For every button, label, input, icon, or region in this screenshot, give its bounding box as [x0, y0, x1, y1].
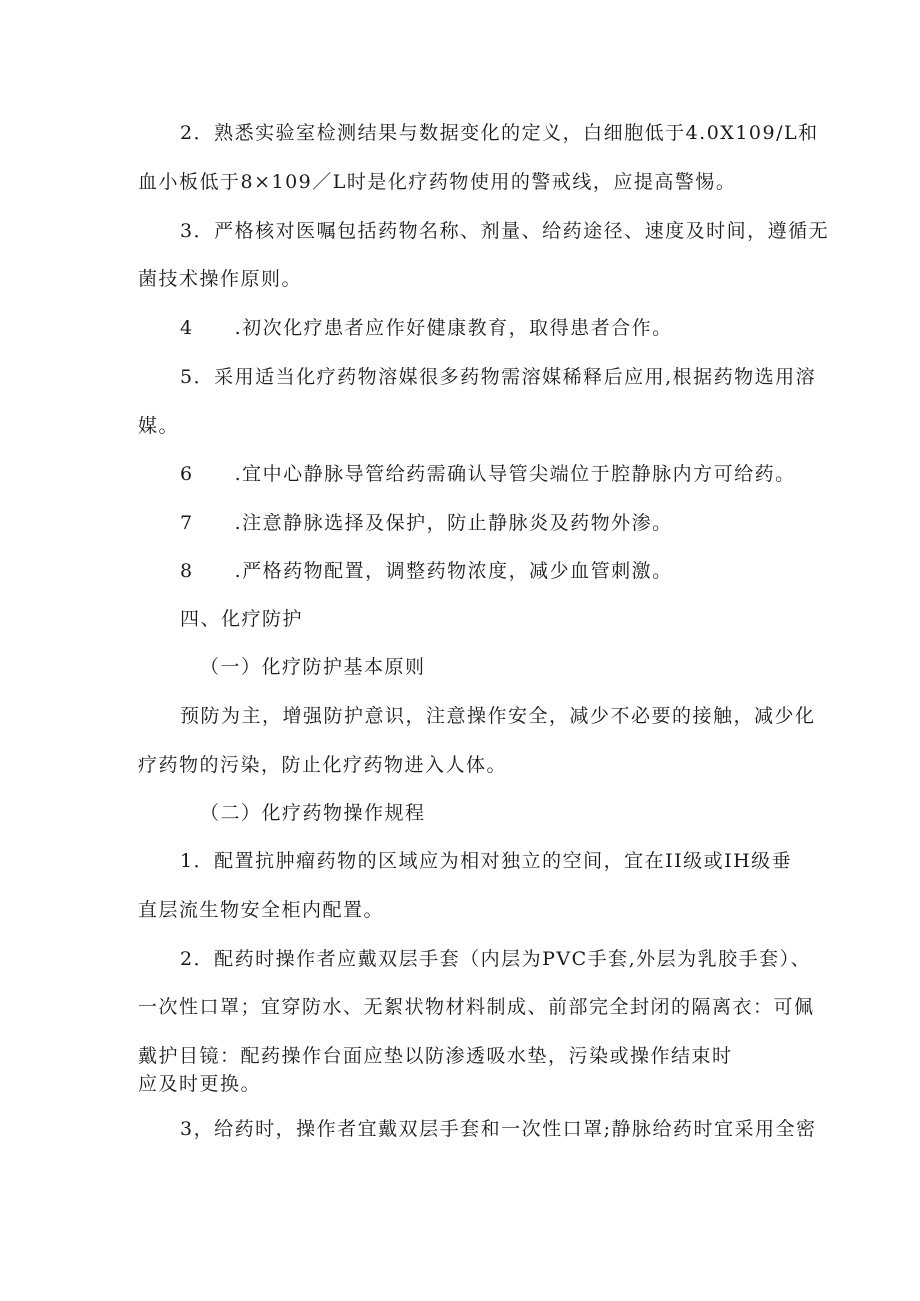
text-line: 应及时更换。	[138, 1073, 262, 1095]
text-line: 媒。	[138, 415, 180, 437]
text-line: 1．配置抗肿瘤药物的区域应为相对独立的空间，宜在II级或IH级垂	[180, 850, 793, 872]
text-line: 7 .注意静脉选择及保护，防止静脉炎及药物外渗。	[180, 512, 673, 534]
text-line: 3．严格核对医嘱包括药物名称、剂量、给药途径、速度及时间，遵循无	[180, 220, 830, 242]
text-line: 8 .严格药物配置，调整药物浓度，减少血管刺激。	[180, 560, 673, 582]
text-line: 5．采用适当化疗药物溶媒很多药物需溶媒稀释后应用,根据药物选用溶	[180, 366, 817, 388]
text-line: 预防为主，增强防护意识，注意操作安全，减少不必要的接触，减少化	[180, 705, 816, 727]
text-line: 2．熟悉实验室检测结果与数据变化的定义，白细胞低于4.0X109/L和	[180, 122, 819, 144]
section-heading: 四、化疗防护	[180, 608, 304, 630]
text-line: 疗药物的污染，防止化疗药物进入人体。	[138, 754, 508, 776]
text-line: 3，给药时，操作者宜戴双层手套和一次性口罩;静脉给药时宜采用全密	[180, 1118, 817, 1140]
text-line: 菌技术操作原则。	[138, 268, 303, 290]
text-line: 直层流生物安全柜内配置。	[138, 899, 385, 921]
text-line: 血小板低于8×109／L时是化疗药物使用的警戒线，应提高警惕。	[138, 171, 737, 193]
text-line: 戴护目镜：配药操作台面应垫以防渗透吸水垫，污染或操作结束时	[138, 1045, 733, 1067]
subsection-heading: （一）化疗防护基本原则	[200, 656, 426, 678]
text-line: 一次性口罩；宜穿防水、无絮状物材料制成、前部完全封闭的隔离衣：可佩	[138, 996, 815, 1018]
subsection-heading: （二）化疗药物操作规程	[200, 802, 426, 824]
text-line: 2．配药时操作者应戴双层手套（内层为PVC手套,外层为乳胶手套）、	[180, 948, 812, 970]
text-line: 6 .宜中心静脉导管给药需确认导管尖端位于腔静脉内方可给药。	[180, 463, 796, 485]
text-line: 4 .初次化疗患者应作好健康教育，取得患者合作。	[180, 317, 673, 339]
